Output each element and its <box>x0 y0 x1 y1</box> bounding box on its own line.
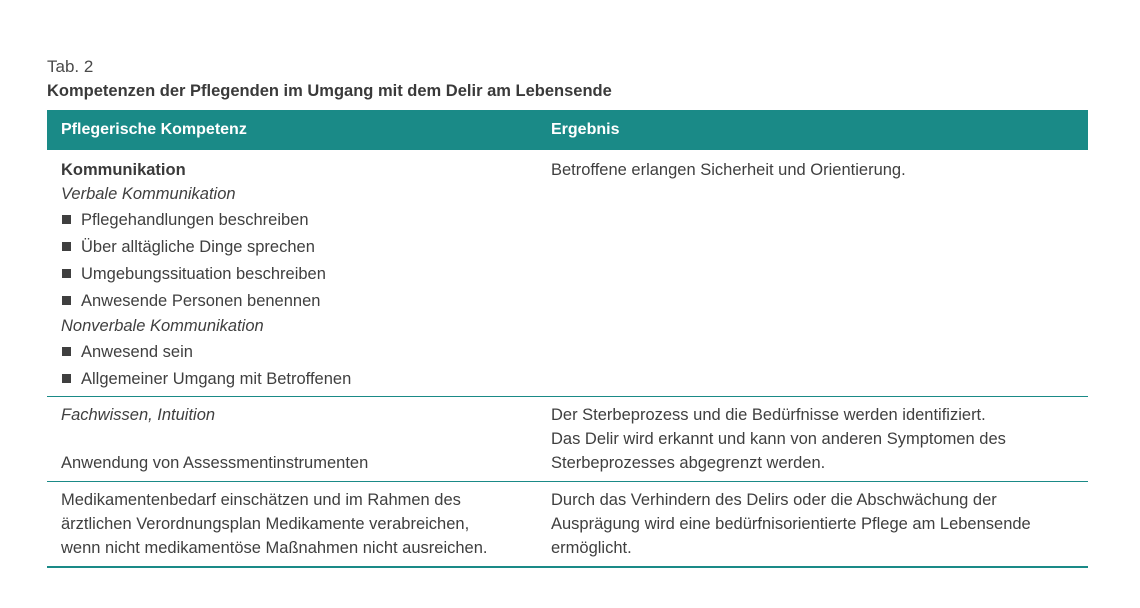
ergebnis-cell <box>537 482 1088 568</box>
square-bullet-icon <box>62 242 71 251</box>
kompetenz-cell <box>47 482 537 568</box>
square-bullet-icon <box>62 269 71 278</box>
list-item-text: Anwesend sein <box>81 342 193 361</box>
ergebnis-text: Ausprägung wird eine bedürfnisorientierte Pflege am Lebensende <box>551 515 1031 533</box>
list-item <box>61 365 537 392</box>
list-item <box>61 206 537 233</box>
list-item-text: Umgebungssituation beschreiben <box>81 264 326 283</box>
table-title: Kompetenzen der Pflegenden im Umgang mit dem Delir am Lebensende <box>47 82 612 100</box>
kompetenz-text: Anwendung von Assessmentinstrumenten <box>61 454 369 472</box>
ergebnis-text: Betroffene erlangen Sicherheit und Orientierung. <box>551 161 906 179</box>
ergebnis-cell <box>537 150 1088 397</box>
column-header-ergebnis: Ergebnis <box>537 110 1088 150</box>
row-subheading: Fachwissen, Intuition <box>61 406 216 424</box>
list-item-text: Allgemeiner Umgang mit Betroffenen <box>81 369 352 388</box>
table-header-row <box>47 110 1088 150</box>
ergebnis-text: Durch das Verhindern des Delirs oder die Abschwächung der <box>551 491 997 509</box>
square-bullet-icon <box>62 374 71 383</box>
table-row <box>47 482 1088 568</box>
list-item <box>61 260 537 287</box>
list-item-text: Anwesende Personen benennen <box>81 291 321 310</box>
kompetenz-text: ärztlichen Verordnungsplan Medikamente verabreichen, <box>61 515 470 533</box>
table-row <box>47 397 1088 482</box>
kompetenz-cell <box>47 397 537 482</box>
table-row <box>47 150 1088 397</box>
list-item-text: Pflegehandlungen beschreiben <box>81 210 309 229</box>
table-figure <box>47 56 1088 568</box>
ergebnis-text: Der Sterbeprozess und die Bedürfnisse werden identifiziert. <box>551 406 986 424</box>
table-label: Tab. 2 <box>47 57 94 76</box>
kompetenz-cell <box>47 150 537 397</box>
square-bullet-icon <box>62 215 71 224</box>
list-item <box>61 338 537 365</box>
ergebnis-text: ermöglicht. <box>551 539 632 557</box>
row-subheading: Nonverbale Kommunikation <box>61 317 264 335</box>
square-bullet-icon <box>62 296 71 305</box>
row-subheading: Verbale Kommunikation <box>61 185 236 203</box>
list-item <box>61 287 537 314</box>
kompetenz-text: wenn nicht medikamentöse Maßnahmen nicht ausreichen. <box>61 539 488 557</box>
ergebnis-text: Das Delir wird erkannt und kann von anderen Symptomen des <box>551 430 1006 448</box>
list-item-text: Über alltägliche Dinge sprechen <box>81 237 315 256</box>
spacer <box>61 427 537 451</box>
kompetenz-text: Medikamentenbedarf einschätzen und im Rahmen des <box>61 491 461 509</box>
competence-table <box>47 110 1088 568</box>
column-header-kompetenz: Pflegerische Kompetenz <box>47 110 537 150</box>
list-item <box>61 233 537 260</box>
row-heading: Kommunikation <box>61 161 186 179</box>
ergebnis-text: Sterbeprozesses abgegrenzt werden. <box>551 454 826 472</box>
square-bullet-icon <box>62 347 71 356</box>
ergebnis-cell <box>537 397 1088 482</box>
